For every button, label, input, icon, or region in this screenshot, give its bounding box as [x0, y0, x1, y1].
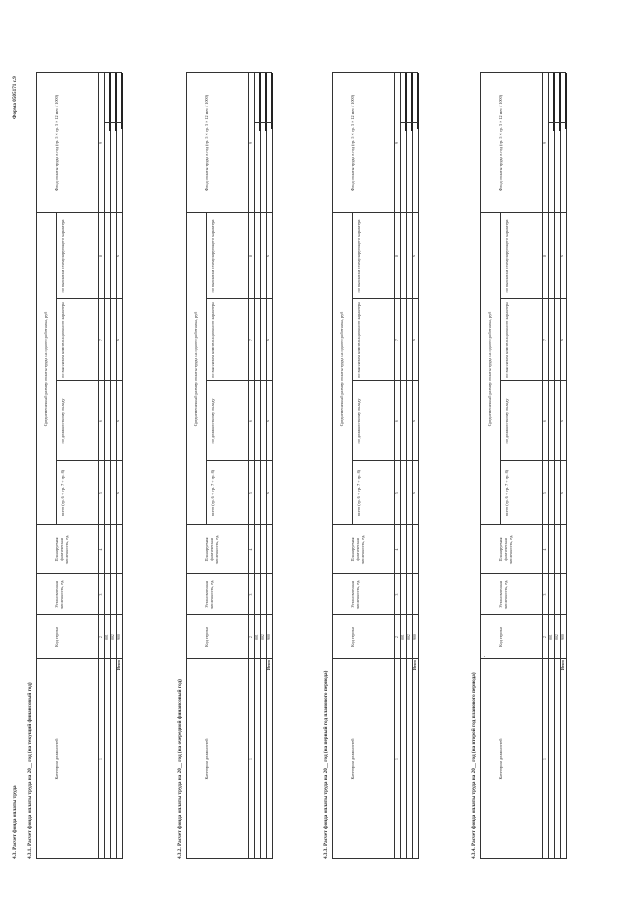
column-number: 1: [98, 758, 103, 760]
row-code: 001: [548, 634, 553, 640]
table-title: 4.3.1. Расчет фонда оплаты труда на 20__ год (на текущий финансовый год): [27, 682, 33, 859]
row-code: 002: [406, 634, 411, 640]
column-number: 7: [248, 339, 253, 341]
group-header: Среднемесячный размер оплаты труда на одного работника, руб: [43, 311, 48, 427]
total-x-mark: х: [560, 420, 565, 422]
total-code: 900: [266, 634, 271, 640]
table-col-line: [36, 573, 122, 574]
column-number: 4: [98, 548, 103, 551]
column-number: 6: [98, 420, 103, 422]
table-line: [260, 73, 261, 859]
column-header: Фонд оплаты труда в год (гр. 5 × гр. 3 × 12 мес / 1000): [498, 94, 503, 192]
table-line: [548, 73, 549, 859]
column-header: Категории должностей: [204, 738, 209, 780]
column-header: всего (гр. 6 + гр. 7 + гр. 8): [60, 469, 65, 517]
column-header: Код строки: [54, 627, 59, 647]
table-col-line: [480, 212, 566, 213]
scan-bar-vertical: [104, 122, 122, 123]
column-number: 5: [98, 492, 103, 494]
total-x-mark: х: [412, 339, 417, 341]
table-title: 4.3.2. Расчет фонда оплаты труда на 20__ год (на очередной финансовый год): [177, 679, 183, 859]
table-line: [110, 73, 111, 859]
table-col-line: [186, 858, 272, 859]
scan-bar: [565, 73, 566, 129]
table-col-line: [480, 858, 566, 859]
row-code: 001: [104, 634, 109, 640]
column-number: 8: [248, 255, 253, 257]
row-code: 002: [260, 634, 265, 640]
column-number: 8: [98, 255, 103, 257]
column-header: Планируемая фактическая численность, ед.: [350, 534, 365, 565]
total-x-mark: х: [266, 339, 271, 341]
row-code: 002: [554, 634, 559, 640]
total-x-mark: х: [412, 255, 417, 257]
column-header: Код строки: [498, 627, 503, 647]
total-x-mark: х: [560, 255, 565, 257]
table-col-line: [500, 298, 566, 299]
total-x-mark: х: [266, 492, 271, 494]
form-code: Форма 0505171 с.9: [12, 76, 18, 119]
section-title: 4.3. Расчет фонда оплаты труда: [12, 785, 18, 859]
row-code: 001: [400, 634, 405, 640]
group-line: [56, 213, 57, 525]
total-x-mark: х: [560, 492, 565, 494]
column-header: всего (гр. 6 + гр. 7 + гр. 8): [210, 469, 215, 517]
table-col-line: [36, 524, 122, 525]
table-line: [418, 73, 419, 859]
table-col-line: [186, 573, 272, 574]
column-header: Код строки: [204, 627, 209, 647]
column-number: 1: [542, 758, 547, 760]
table-col-line: [332, 212, 418, 213]
column-header: Категории должностей: [54, 738, 59, 780]
total-x-mark: х: [266, 255, 271, 257]
total-label: Итого: [266, 659, 271, 671]
column-header: Планируемая фактическая численность, ед.: [204, 534, 219, 565]
column-number: 4: [248, 548, 253, 551]
table-col-line: [480, 524, 566, 525]
table-line: [36, 73, 37, 859]
table-line: [122, 73, 123, 859]
column-header: Код строки: [350, 627, 355, 647]
table-col-line: [480, 573, 566, 574]
table-col-line: [56, 298, 122, 299]
column-header: по выплатам стимулирующего характера: [210, 219, 215, 293]
table-line: [480, 73, 481, 859]
table-col-line: [186, 212, 272, 213]
total-x-mark: х: [412, 420, 417, 422]
total-code: 900: [412, 634, 417, 640]
table-col-line: [36, 858, 122, 859]
table-line: [104, 73, 105, 859]
table-col-line: [56, 380, 122, 381]
table-col-line: [500, 460, 566, 461]
column-number: 6: [394, 420, 399, 422]
column-number: 8: [394, 255, 399, 257]
column-header: по выплатам стимулирующего характера: [504, 219, 509, 293]
table-line: [272, 73, 273, 859]
table-col-line: [186, 524, 272, 525]
column-header: Планируемая фактическая численность, ед.: [498, 534, 513, 565]
table-line: [566, 73, 567, 859]
group-line: [500, 213, 501, 525]
total-x-mark: х: [116, 492, 121, 494]
column-header: Фонд оплаты труда в год (гр. 5 × гр. 3 × 12 мес / 1000): [54, 94, 59, 192]
total-label: Итого: [560, 659, 565, 671]
group-line: [352, 213, 353, 525]
column-number: 2: [98, 636, 103, 638]
column-number: 7: [542, 339, 547, 341]
column-number: 6: [248, 420, 253, 422]
table-line: [254, 73, 255, 859]
total-x-mark: х: [116, 255, 121, 257]
table-title: 4.3.4. Расчет фонда оплаты труда на 20__ год (на второй год планового периода): [471, 672, 477, 859]
total-x-mark: х: [116, 339, 121, 341]
group-line: [206, 213, 207, 525]
group-header: Среднемесячный размер оплаты труда на одного работника, руб: [193, 311, 198, 427]
column-header: по должностному окладу: [210, 398, 215, 444]
total-label: Итого: [412, 659, 417, 671]
column-header: Установленная численность, ед.: [350, 579, 360, 610]
column-header: Категории должностей: [498, 738, 503, 780]
column-number: 5: [394, 492, 399, 494]
column-number: 6: [542, 420, 547, 422]
table-col-line: [206, 380, 272, 381]
table-title: 4.3.3. Расчет фонда оплаты труда на 20__ год (на первый год планового периода): [323, 670, 329, 859]
column-number: 2: [248, 636, 253, 638]
column-header: по должностному окладу: [356, 398, 361, 444]
table-col-line: [206, 298, 272, 299]
column-number: 2: [542, 636, 547, 638]
column-header: по должностному окладу: [60, 398, 65, 444]
column-number: 9: [98, 142, 103, 144]
column-number: 3: [394, 593, 399, 596]
column-number: 3: [98, 593, 103, 596]
table-line: [406, 73, 407, 859]
total-x-mark: х: [116, 420, 121, 422]
table-col-line: [352, 380, 418, 381]
column-header: по выплатам стимулирующего характера: [60, 219, 65, 293]
column-number: 7: [98, 339, 103, 341]
column-number: 3: [542, 593, 547, 596]
table-col-line: [500, 380, 566, 381]
table-line: [186, 73, 187, 859]
scan-bar-vertical: [400, 122, 418, 123]
column-header: по выплатам компенсационного характера: [356, 302, 361, 378]
total-x-mark: х: [266, 420, 271, 422]
column-number: 9: [542, 142, 547, 144]
column-number: 9: [394, 142, 399, 144]
column-header: всего (гр. 6 + гр. 7 + гр. 8): [356, 469, 361, 517]
column-number: 5: [542, 492, 547, 494]
column-number: 2: [394, 636, 399, 638]
column-header: Фонд оплаты труда в год (гр. 5 × гр. 3 × 12 мес / 1000): [350, 94, 355, 192]
scan-speck: [484, 656, 485, 657]
column-header: всего (гр. 6 + гр. 7 + гр. 8): [504, 469, 509, 517]
table-col-line: [352, 460, 418, 461]
table-col-line: [332, 858, 418, 859]
group-header: Среднемесячный размер оплаты труда на одного работника, руб: [487, 311, 492, 427]
table-col-line: [332, 524, 418, 525]
row-code: 001: [254, 634, 259, 640]
column-header: по выплатам компенсационного характера: [504, 302, 509, 378]
scan-bar: [271, 73, 272, 129]
table-col-line: [352, 298, 418, 299]
total-x-mark: х: [412, 492, 417, 494]
table-col-line: [206, 460, 272, 461]
scan-bar: [417, 73, 418, 129]
table-line: [400, 73, 401, 859]
column-header: по должностному окладу: [504, 398, 509, 444]
table-col-line: [56, 460, 122, 461]
column-header: Категории должностей: [350, 738, 355, 780]
table-col-line: [36, 212, 122, 213]
column-number: 8: [542, 255, 547, 257]
column-header: Установленная численность, ед.: [498, 579, 508, 610]
scan-bar-vertical: [548, 122, 566, 123]
total-code: 900: [560, 634, 565, 640]
scan-bar-vertical: [254, 122, 272, 123]
column-number: 1: [394, 758, 399, 760]
table-line: [554, 73, 555, 859]
total-code: 900: [116, 634, 121, 640]
scan-bar: [121, 73, 122, 129]
column-header: по выплатам стимулирующего характера: [356, 219, 361, 293]
table-line: [332, 73, 333, 859]
total-label: Итого: [116, 659, 121, 671]
column-header: Фонд оплаты труда в год (гр. 5 × гр. 3 × 12 мес / 1000): [204, 94, 209, 192]
row-code: 002: [110, 634, 115, 640]
table-col-line: [332, 573, 418, 574]
column-header: Установленная численность, ед.: [54, 579, 64, 610]
column-number: 3: [248, 593, 253, 596]
group-header: Среднемесячный размер оплаты труда на одного работника, руб: [339, 311, 344, 427]
column-header: по выплатам компенсационного характера: [210, 302, 215, 378]
column-number: 5: [248, 492, 253, 494]
total-x-mark: х: [560, 339, 565, 341]
column-number: 1: [248, 758, 253, 760]
column-header: Установленная численность, ед.: [204, 579, 214, 610]
column-number: 4: [394, 548, 399, 551]
column-header: Планируемая фактическая численность, ед.: [54, 534, 69, 565]
column-number: 7: [394, 339, 399, 341]
column-header: по выплатам компенсационного характера: [60, 302, 65, 378]
column-number: 9: [248, 142, 253, 144]
column-number: 4: [542, 548, 547, 551]
